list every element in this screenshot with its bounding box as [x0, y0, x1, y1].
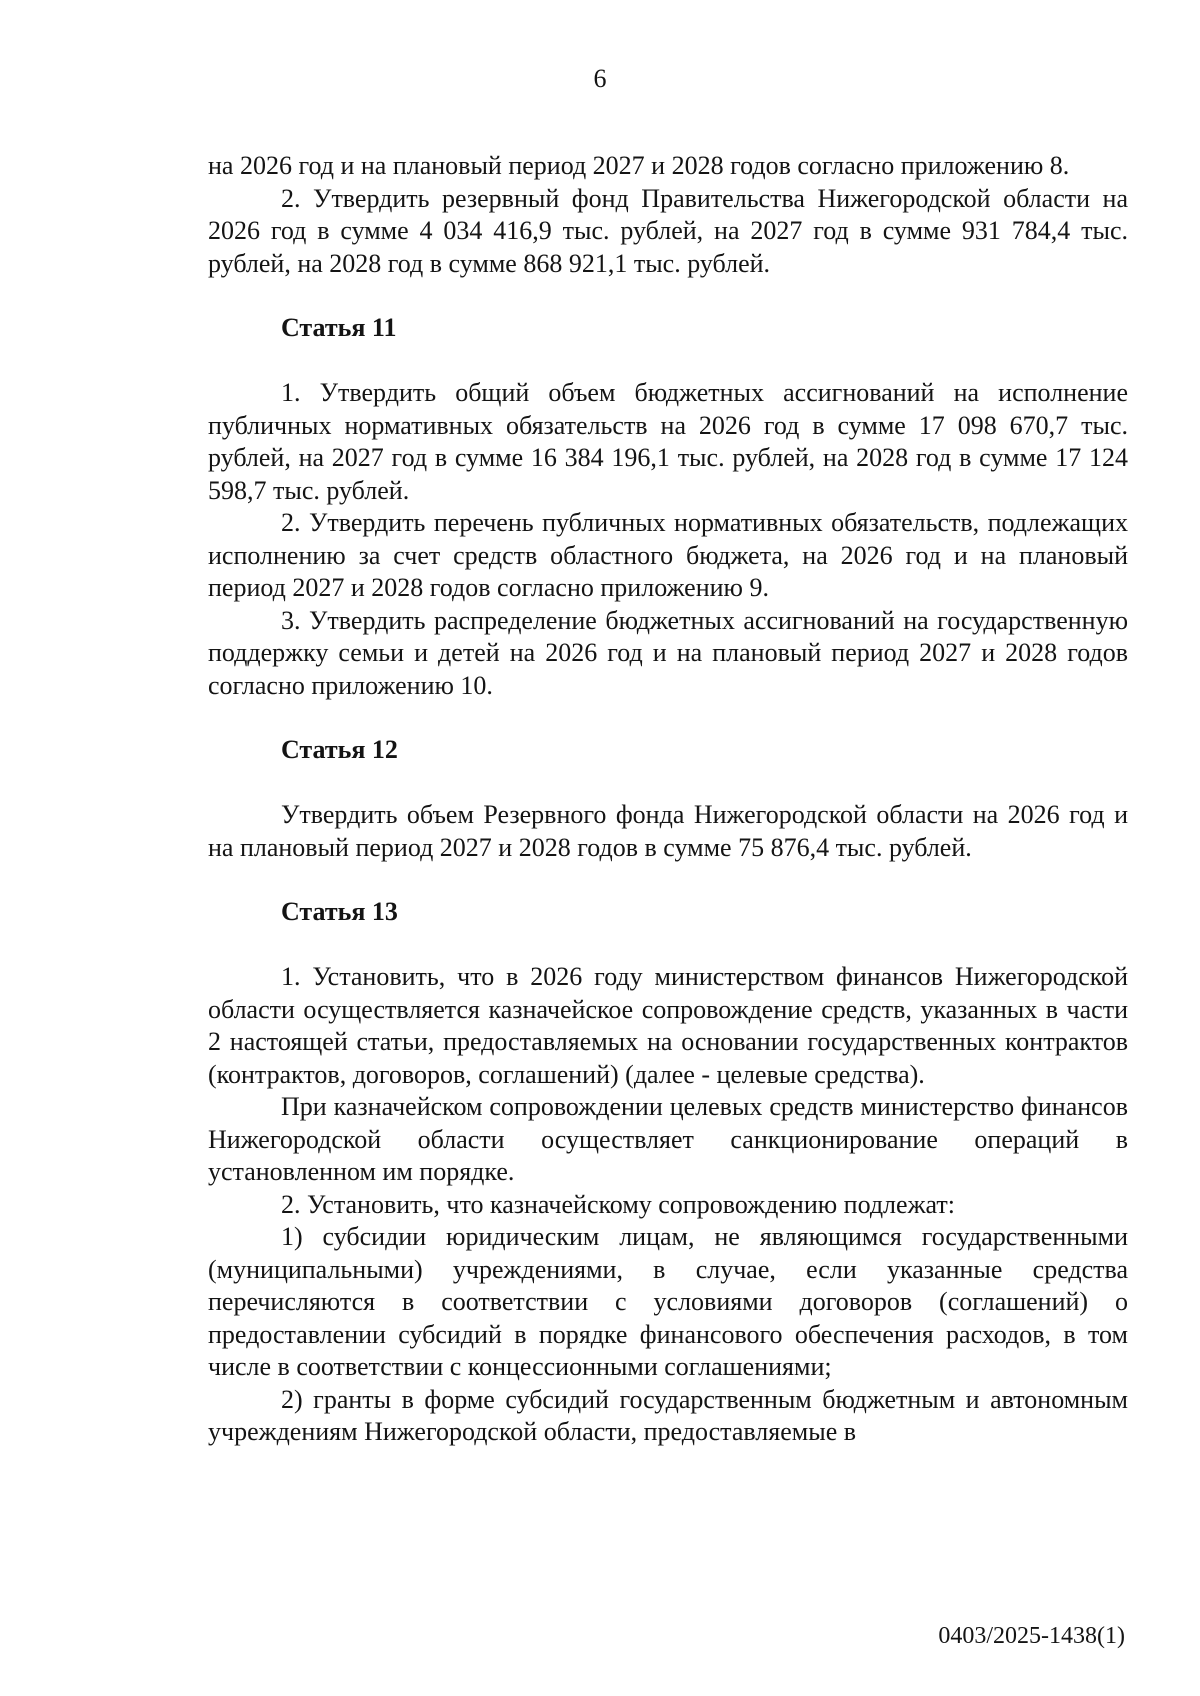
- paragraph: 2) гранты в форме субсидий государственным бюджетным и автономным учреждениям Нижегородской области, предоставляемые в: [208, 1384, 1128, 1446]
- paragraph: на 2026 год и на плановый период 2027 и 2028 годов согласно приложению 8.: [208, 151, 1070, 180]
- article-heading: Статья 12: [281, 735, 398, 764]
- document-number: 0403/2025-1438(1): [938, 1623, 1125, 1649]
- paragraph: 1. Установить, что в 2026 году министерством финансов Нижегородской области осуществляется казначейское сопровождение средств, указанных в части 2 настоящей статьи, предоставляемых на основании государственных контрактов (контрактов, договоров, соглашений) (далее - целевые средства).: [208, 962, 1128, 1089]
- paragraph: 2. Утвердить перечень публичных нормативных обязательств, подлежащих исполнению за счет средств областного бюджета, на 2026 год и на плановый период 2027 и 2028 годов согласно приложению 9.: [208, 508, 1128, 602]
- article-heading: Статья 11: [281, 313, 397, 342]
- document-body: [208, 150, 1128, 1449]
- paragraph: Утвердить объем Резервного фонда Нижегородской области на 2026 год и на плановый период 2027 и 2028 годов в сумме 75 876,4 тыс. рублей.: [208, 800, 1128, 862]
- paragraph: 2. Установить, что казначейскому сопровождению подлежат:: [281, 1189, 955, 1219]
- paragraph: 1) субсидии юридическим лицам, не являющимся государственными (муниципальными) учреждениями, в случае, если указанные средства перечисляются в соответствии с условиями договоров (соглашений) о предоставлении субсидий в порядке финансового обеспечения расходов, в том числе в соответствии с концессионными соглашениями;: [208, 1222, 1128, 1381]
- article-heading: Статья 13: [281, 897, 398, 926]
- page-number: 6: [593, 64, 607, 93]
- paragraph: При казначейском сопровождении целевых средств министерство финансов Нижегородской области осуществляет санкционирование операций в установленном им порядке.: [208, 1092, 1128, 1186]
- paragraph: 2. Утвердить резервный фонд Правительства Нижегородской области на 2026 год в сумме 4 034 416,9 тыс. рублей, на 2027 год в сумме 931 784,4 тыс. рублей, на 2028 год в сумме 868 921,1 тыс. рублей.: [208, 183, 1128, 278]
- paragraph: 1. Утвердить общий объем бюджетных ассигнований на исполнение публичных нормативных обязательств на 2026 год в сумме 17 098 670,7 тыс. рублей, на 2027 год в сумме 16 384 196,1 тыс. рублей, на 2028 год в сумме 17 124 598,7 тыс. рублей.: [208, 378, 1128, 505]
- paragraph: 3. Утвердить распределение бюджетных ассигнований на государственную поддержку семьи и детей на 2026 год и на плановый период 2027 и 2028 годов согласно приложению 10.: [208, 605, 1128, 700]
